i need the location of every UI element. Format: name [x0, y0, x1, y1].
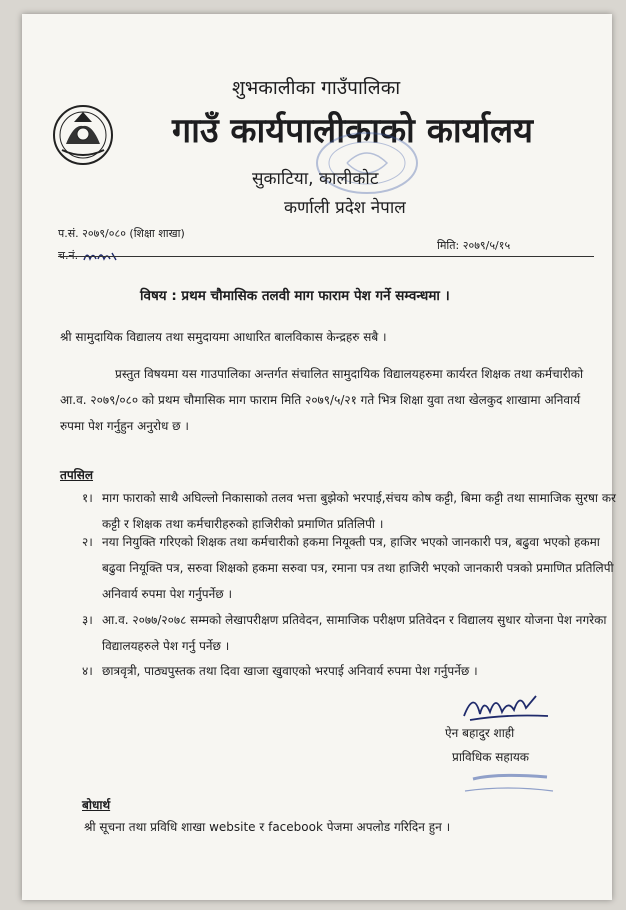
nepal-emblem-icon: [52, 104, 114, 166]
dispatch-label: च.नं.: [58, 249, 79, 262]
header-divider: [58, 256, 594, 257]
list-heading: तपसिल: [60, 468, 94, 482]
signatory-name: ऐन बहादुर शाही: [445, 726, 515, 740]
cc-text: श्री सूचना तथा प्रविधि शाखा website र facebook पेजमा अपलोड गरिदिन हुन ।: [84, 820, 451, 834]
office-title: गाउँ कार्यपालीकाको कार्यालय: [172, 111, 533, 151]
list-item-text: माग फाराको साथै अघिल्लो निकासाको तलव भत्ता बुझेको भरपाई,संचय कोष कट्टी, बिमा कट्टी तथा सामाजिक सुरषा कर कट्टी र शिक्षक तथा कर्मचारीहरुको हाजिरीको प्रमाणित प्रतिलिपी ।: [102, 491, 616, 531]
letter-date: मिति: २०७९/५/१५: [437, 239, 511, 252]
list-item: [82, 607, 622, 659]
signature-icon: [460, 686, 552, 724]
list-item: [82, 529, 622, 607]
addressee: श्री सामुदायिक विद्यालय तथा समुदायमा आधारित बालविकास केन्द्रहरु सबै ।: [60, 330, 387, 344]
body-paragraph: प्रस्तुत विषयमा यस गाउपालिका अन्तर्गत संचालित सामुदायिक विद्यालयहरुमा कार्यरत शिक्षक तथा कर्मचारीको आ.व. २०७९/०८० को प्रथम चौमासिक माग फाराम मिति २०७९/५/२१ गते भित्र शिक्षा युवा तथा खेलकुद शाखामा अनिवार्य रुपमा पेश गर्नुहुन अनुरोध छ ।: [60, 367, 584, 433]
reference-number: प.सं. २०७९/०८० (शिक्षा शाखा): [58, 227, 185, 240]
list-item-number: ३।: [82, 613, 93, 627]
signatory-title: प्राविधिक सहायक: [452, 750, 530, 764]
address-line-1: सुकाटिया, कालीकोट: [252, 169, 379, 189]
list-item-text: आ.व. २०७७/२०७८ सम्मको लेखापरीक्षण प्रतिवेदन, सामाजिक परीक्षण प्रतिवेदन र विद्यालय सुधार योजना पेश नगरेका विद्यालयहरुले पेश गर्नु पर्नेछ ।: [102, 613, 607, 653]
address-line-2: कर्णाली प्रदेश नेपाल: [284, 198, 406, 218]
list-item-text: छात्रवृत्री, पाठ्यपुस्तक तथा दिवा खाजा खुवाएको भरपाई अनिवार्य रुपमा पेश गर्नुपर्नेछ ।: [102, 664, 478, 678]
list-item-text: नया नियुक्ति गरिएको शिक्षक तथा कर्मचारीको हकमा नियूक्ती पत्र, हाजिर भएको जानकारी पत्र, बढुवा भएको हकमा बढुवा नियूक्ति पत्र, सरुवा शिक्षको हकमा सरुवा पत्र, रमाना पत्र तथा हाजिरी भएको जानकारी पत्रको प्रमाणित प्रतिलिपी अनिवार्य रुपमा पेश गर्नुपर्नेछ ।: [102, 535, 614, 601]
list-item-number: ४।: [82, 664, 93, 678]
list-item: [82, 658, 622, 684]
cc-heading: बोधार्थ: [82, 798, 111, 812]
list-item-number: २।: [82, 535, 93, 549]
org-name: शुभकालीका गाउँपालिका: [232, 77, 401, 99]
list-item-number: १।: [82, 491, 93, 505]
letter-page: [22, 14, 616, 900]
subject-line: विषय : प्रथम चौमासिक तलवी माग फाराम पेश गर्ने सम्वन्धमा ।: [140, 288, 450, 304]
name-stamp-icon: [437, 769, 557, 801]
